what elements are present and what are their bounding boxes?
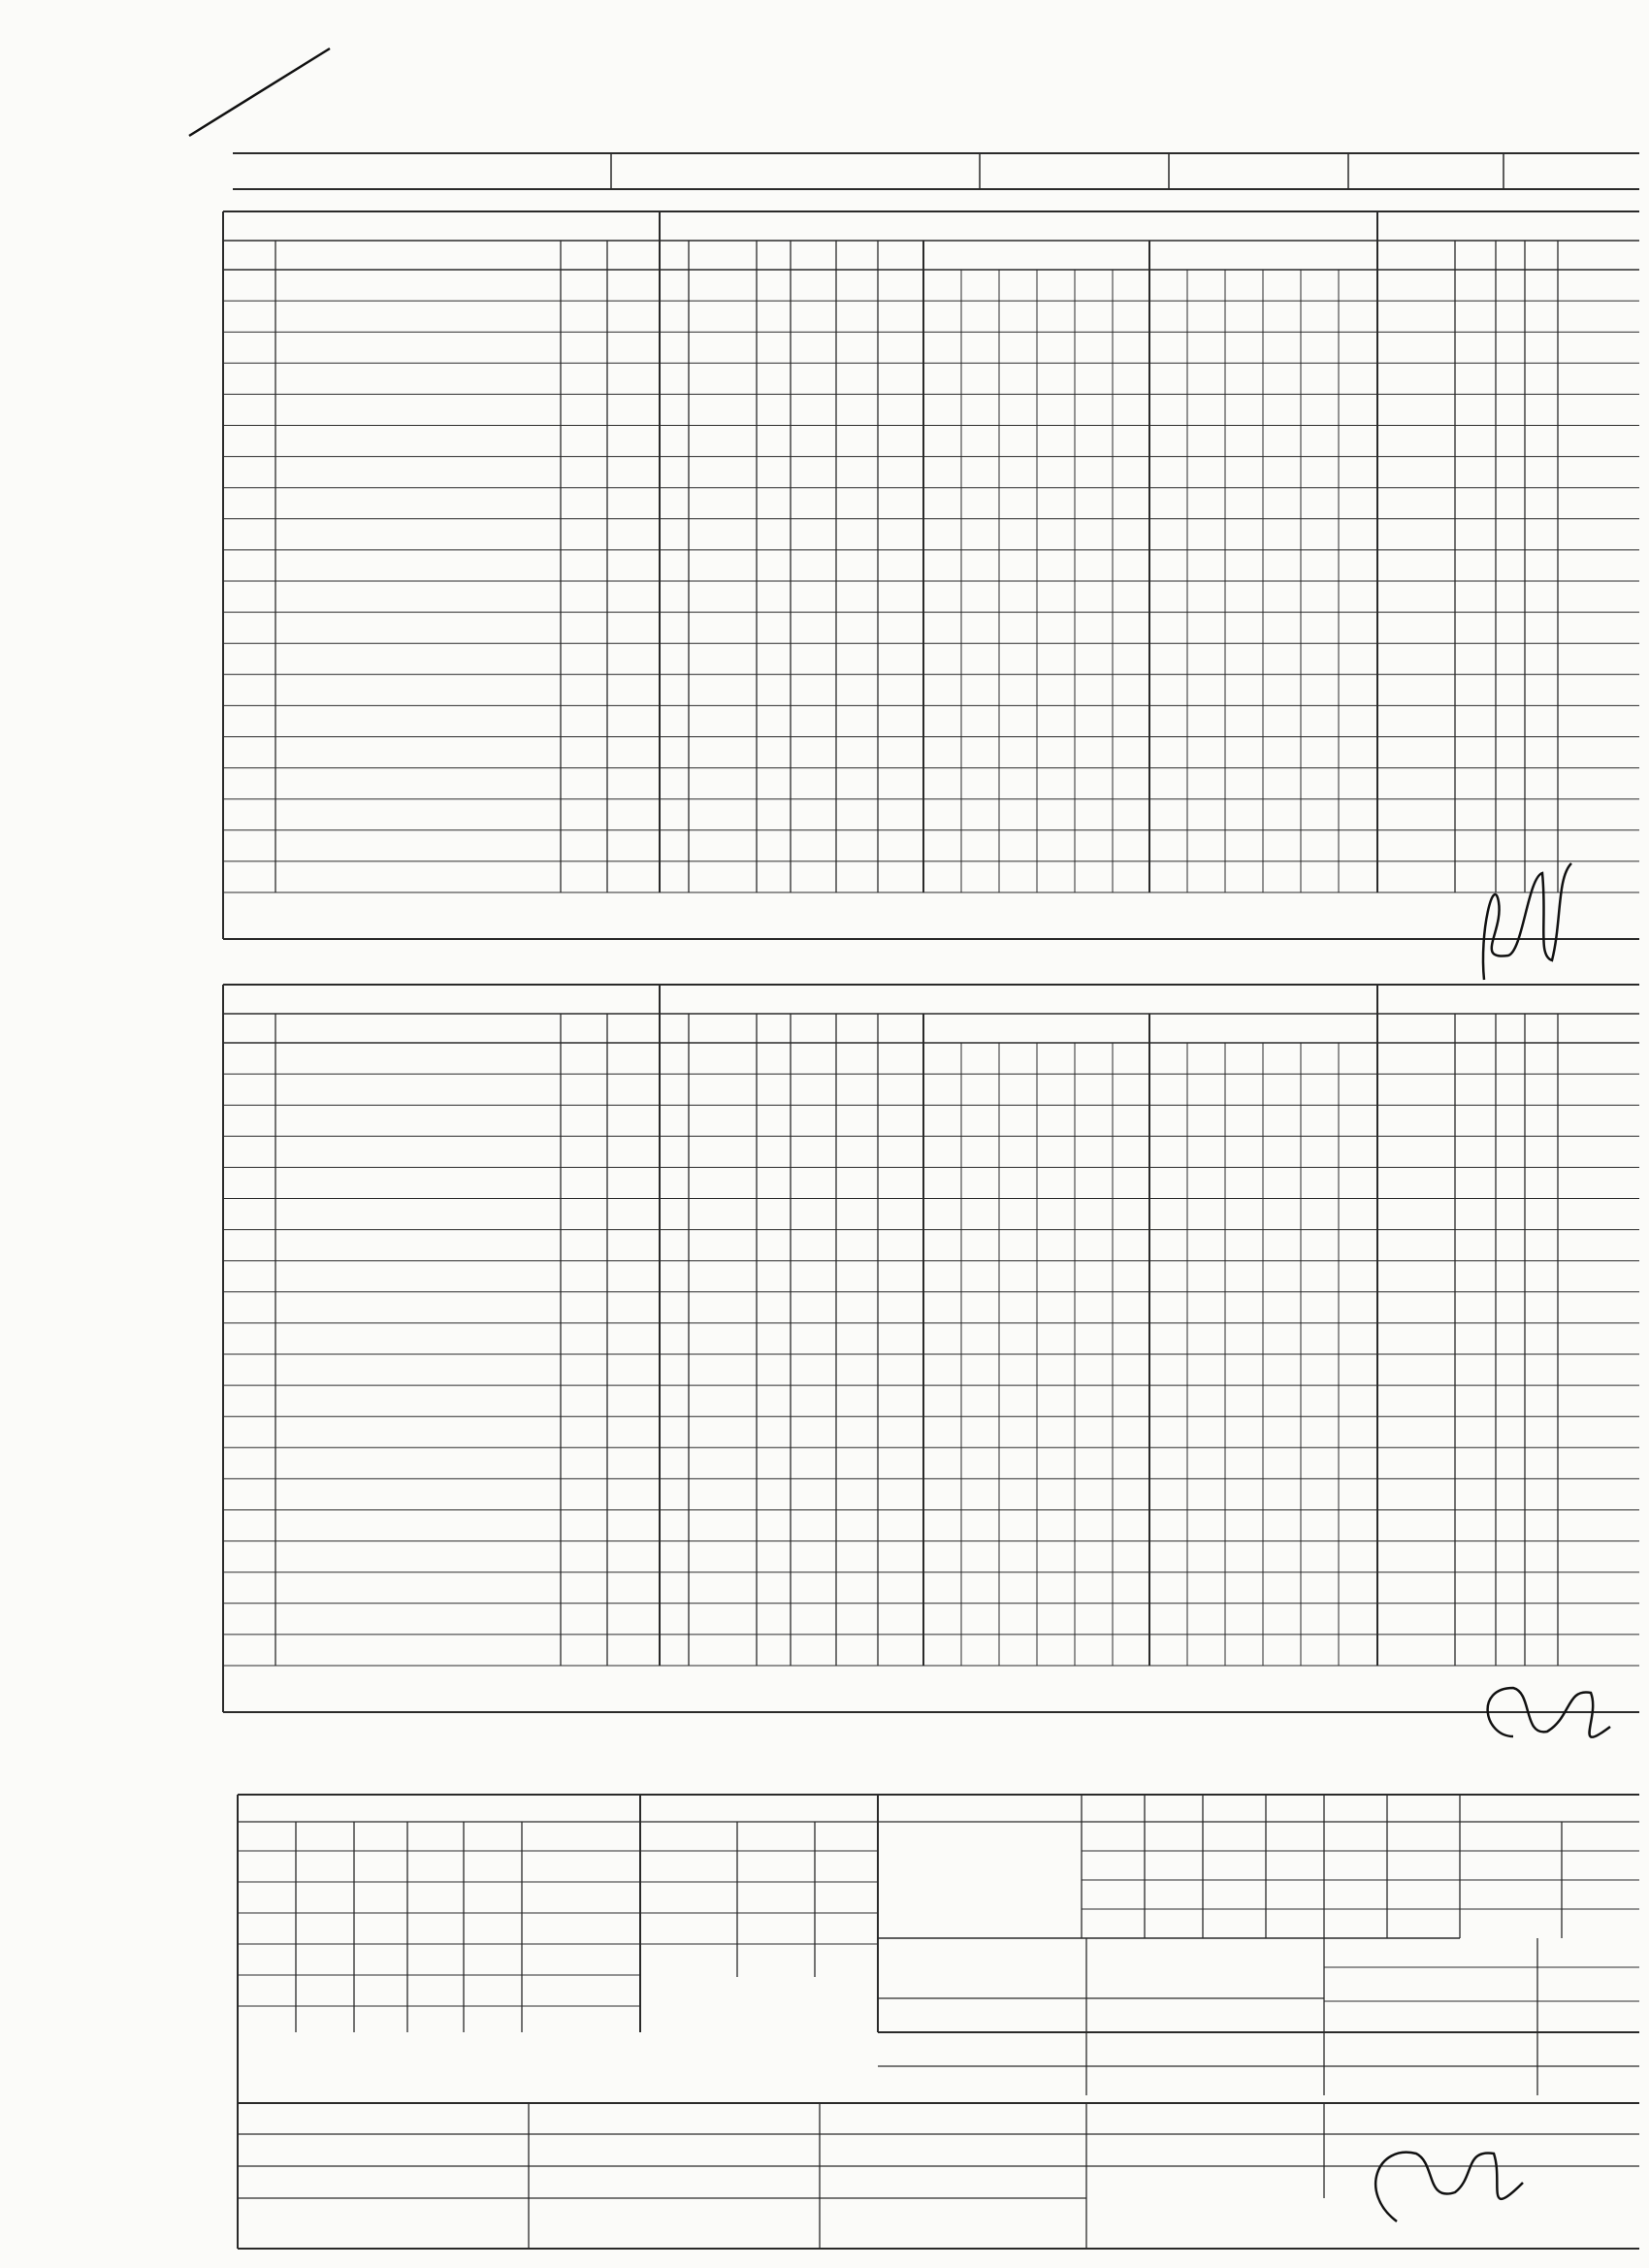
referee-signature xyxy=(1375,2153,1523,2221)
margin-stroke xyxy=(189,49,330,136)
